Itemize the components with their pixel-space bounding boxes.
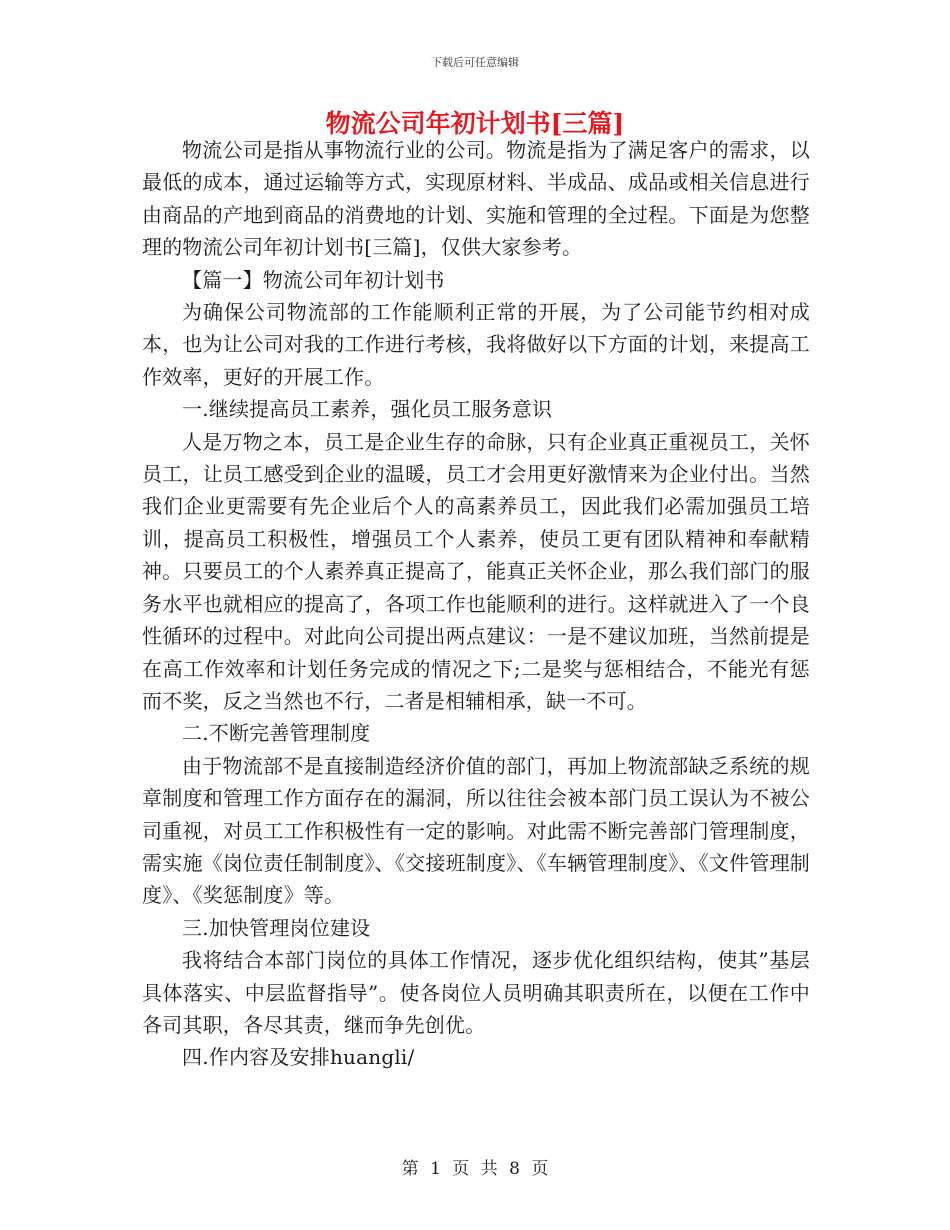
subheading-four: 四.作内容及安排huangli/ xyxy=(182,1045,415,1070)
paragraph-management: 由于物流部不是直接制造经济价值的部门，再加上物流部缺乏系统的规章制度和管理工作方面存在的漏洞，所以往往会被本部门员工误认为不被公司重视，对员工工作积极性有一定的影响。对此需不断完善部门管理制度，需实施《岗位责任制制度》、《交接班制度》、《车辆管理制度》、《文件管理制度》、《奖惩制度》等。 xyxy=(142,753,810,908)
section-heading-part-one: 【篇一】物流公司年初计划书 xyxy=(182,267,445,292)
paragraph-purpose: 为确保公司物流部的工作能顺利正常的开展，为了公司能节约相对成本，也为让公司对我的工作进行考核，我将做好以下方面的计划，来提高工作效率，更好的开展工作。 xyxy=(142,300,810,389)
paragraph-positions: 我将结合本部门岗位的具体工作情况，逐步优化组织结构，使其”基层具体落实、中层监督指导”。使各岗位人员明确其职责所在，以便在工作中各司其职，各尽其责，继而争先创优。 xyxy=(142,948,810,1037)
subheading-two: 二.不断完善管理制度 xyxy=(182,721,371,746)
header-note: 下载后可任意编辑 xyxy=(431,56,519,69)
page-number: 第 1 页 共 8 页 xyxy=(401,1159,549,1179)
subheading-three: 三.加快管理岗位建设 xyxy=(182,915,371,940)
subheading-one: 一.继续提高员工素养，强化员工服务意识 xyxy=(182,397,553,422)
paragraph-staff: 人是万物之本，员工是企业生存的命脉，只有企业真正重视员工，关怀员工，让员工感受到企业的温暖，员工才会用更好激情来为企业付出。当然我们企业更需要有先企业后个人的高素养员工，因此我们必需加强员工培训，提高员工积极性，增强员工个人素养，使员工更有团队精神和奉献精神。只要员工的个人素养真正提高了，能真正关怀企业，那么我们部门的服务水平也就相应的提高了，各项工作也能顺利的进行。这样就进入了一个良性循环的过程中。对此向公司提出两点建议：一是不建议加班，当然前提是在高工作效率和计划任务完成的情况之下;二是奖与惩相结合，不能光有惩而不奖，反之当然也不行，二者是相辅相承，缺一不可。 xyxy=(142,429,810,713)
document-title: 物流公司年初计划书[三篇] xyxy=(325,109,625,138)
document-body xyxy=(142,134,810,1074)
paragraph-intro: 物流公司是指从事物流行业的公司。物流是指为了满足客户的需求，以最低的成本，通过运输等方式，实现原材料、半成品、成品或相关信息进行由商品的产地到商品的消费地的计划、实施和管理的全过程。下面是为您整理的物流公司年初计划书[三篇]，仅供大家参考。 xyxy=(142,138,810,260)
